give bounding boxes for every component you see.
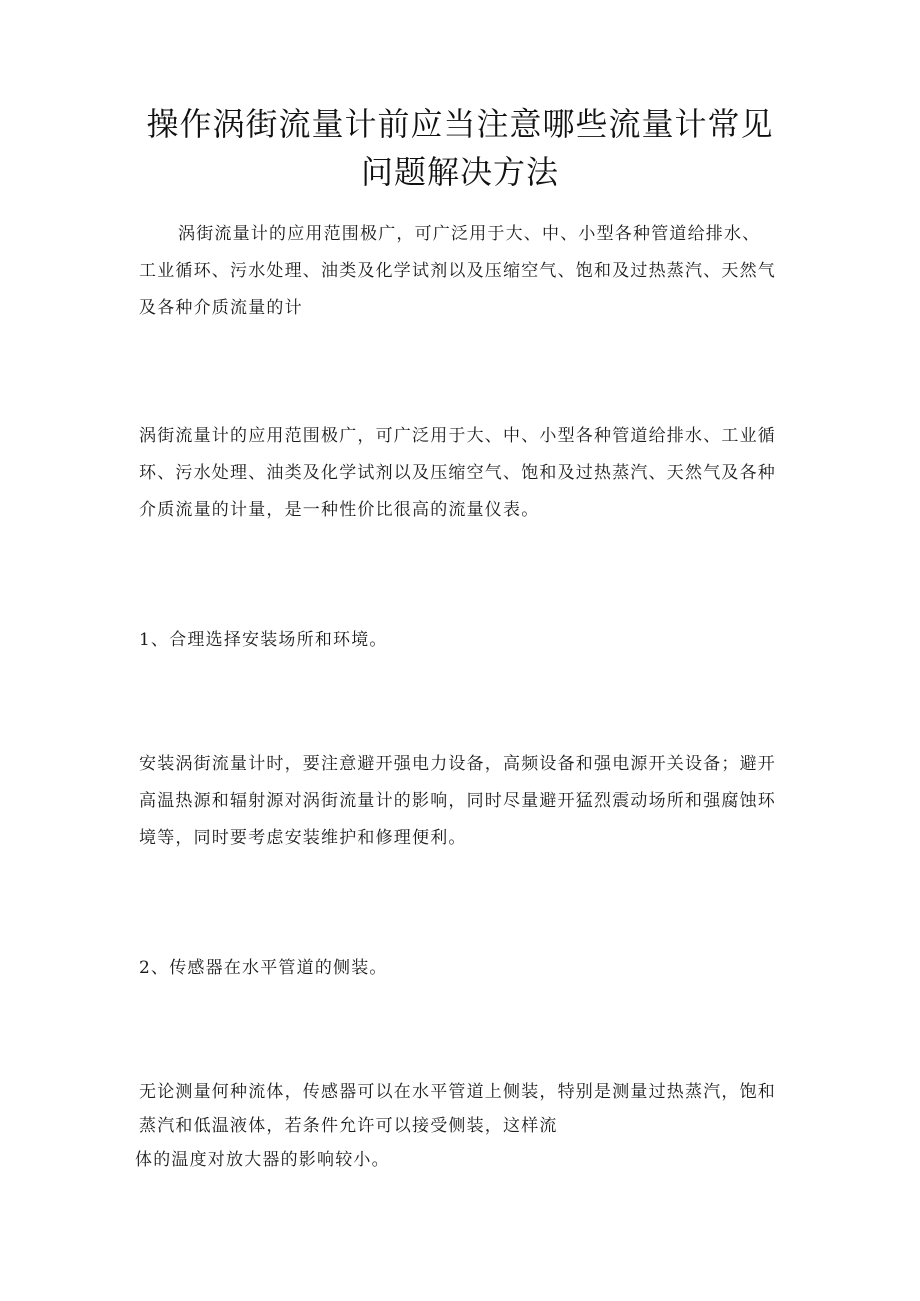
text-line: 涡街流量计的应用范围极广，可广泛用于大、中、小型各种管道给排水、工业循 xyxy=(139,426,776,446)
intro-paragraph xyxy=(139,216,799,327)
text-line: 安装涡街流量计时，要注意避开强电力设备，高频设备和强电源开关设备；避开 xyxy=(139,754,776,774)
section-heading-1 xyxy=(139,622,799,659)
text-line: 环、污水处理、油类及化学试剂以及压缩空气、饱和及过热蒸汽、天然气及各种 xyxy=(139,463,776,483)
text-line: 无论测量何种流体，传感器可以在水平管道上侧装，特别是测量过热蒸汽，饱和 xyxy=(139,1082,776,1102)
body-paragraph-3 xyxy=(135,1074,799,1179)
title-line: 问题解决方法 xyxy=(360,153,559,191)
heading-text: 2、传感器在水平管道的侧装。 xyxy=(139,958,388,978)
text-line: 工业循环、污水处理、油类及化学试剂以及压缩空气、饱和及过热蒸汽、天然气 xyxy=(139,261,776,281)
text-line: 涡街流量计的应用范围极广，可广泛用于大、中、小型各种管道给排水、 xyxy=(178,224,761,244)
text-line: 及各种介质流量的计 xyxy=(139,298,303,318)
section-heading-2 xyxy=(139,950,799,987)
heading-text: 1、合理选择安装场所和环境。 xyxy=(139,630,388,650)
text-line: 体的温度对放大器的影响较小。 xyxy=(135,1150,390,1170)
text-line: 境等，同时要考虑安装维护和修理便利。 xyxy=(139,828,467,848)
text-line: 高温热源和辐射源对涡街流量计的影响，同时尽量避开猛烈震动场所和强腐蚀环 xyxy=(139,791,776,811)
body-paragraph-2 xyxy=(139,746,799,857)
title-line: 操作涡街流量计前应当注意哪些流量计常见 xyxy=(146,105,774,143)
text-line: 蒸汽和低温液体，若条件允许可以接受侧装，这样流 xyxy=(139,1116,558,1136)
document-title xyxy=(120,100,800,196)
text-line: 介质流量的计量，是一种性价比很高的流量仪表。 xyxy=(139,500,540,520)
body-paragraph-1 xyxy=(139,418,799,529)
